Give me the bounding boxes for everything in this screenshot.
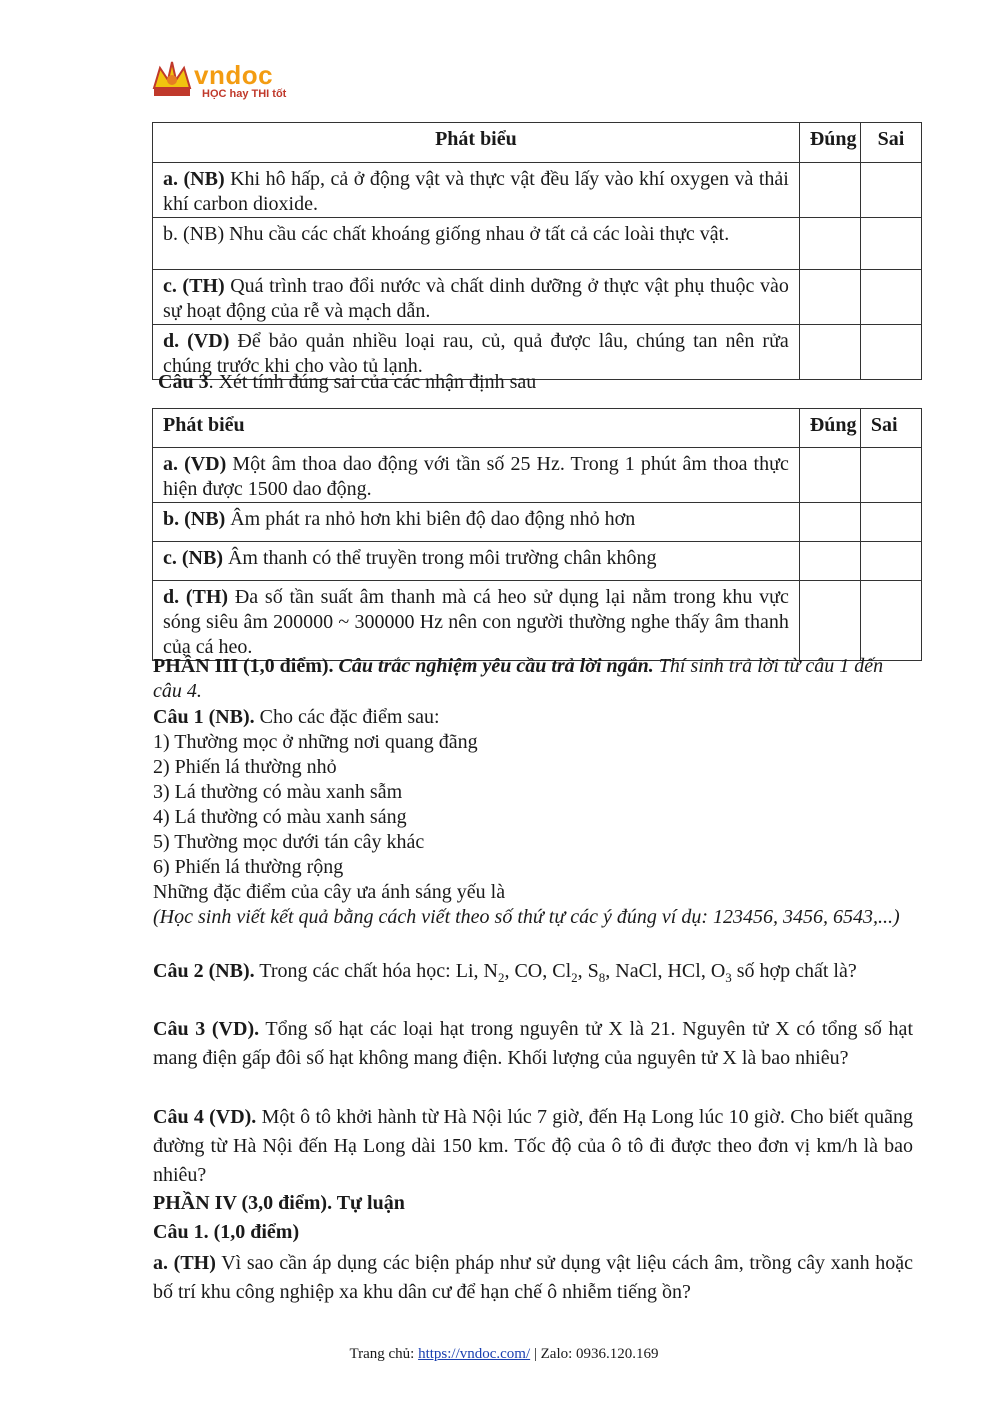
homepage-link[interactable]: https://vndoc.com/ xyxy=(418,1346,531,1362)
question-text: , S xyxy=(577,960,599,982)
part-title: PHẦN III (1,0 điểm). xyxy=(153,655,334,677)
true-answer-cell[interactable] xyxy=(799,270,860,325)
logo-wordmark: vndoc xyxy=(194,60,274,90)
false-answer-cell[interactable] xyxy=(860,581,921,661)
part-4-question-1a xyxy=(153,1249,913,1307)
false-answer-cell[interactable] xyxy=(860,163,921,218)
question-text: Vì sao cần áp dụng các biện pháp như sử dụng vật liệu cách âm, trồng cây xanh hoặc bố trí khu công nghiệp xa khu dân cư để hạn chế ô nhiễm tiếng ồn? xyxy=(153,1252,913,1303)
question-text: Cho các đặc điểm sau: xyxy=(254,706,440,728)
statement-cell xyxy=(153,448,800,503)
table-header-row xyxy=(153,409,922,448)
statement-table-1 xyxy=(152,122,922,380)
question-label: Câu 4 (VD). xyxy=(153,1106,257,1128)
statement-text: Một âm thoa dao động với tần số 25 Hz. Trong 1 phút âm thoa thực hiện được 1500 dao động. xyxy=(163,453,789,500)
question-label: Câu 3 (VD). xyxy=(153,1018,260,1040)
table-row xyxy=(153,503,922,542)
table-row xyxy=(153,270,922,325)
header-false: Sai xyxy=(860,409,921,448)
question-text: Trong các chất hóa học: Li, N xyxy=(254,960,498,982)
list-item: 6) Phiến lá thường rộng xyxy=(153,856,344,878)
answer-note: (Học sinh viết kết quả bằng cách viết theo số thứ tự các ý đúng ví dụ: 123456, 3456, 6543,...) xyxy=(153,906,900,928)
table-row xyxy=(153,448,922,503)
part-subtitle: Câu trắc nghiệm yêu cầu trả lời ngắn. xyxy=(333,655,654,677)
list-item: 4) Lá thường có màu xanh sáng xyxy=(153,806,407,828)
question-text: . Xét tính đúng sai của các nhận định sau xyxy=(208,371,537,393)
statement-tag: c. (NB) xyxy=(163,547,223,569)
page-footer xyxy=(0,1346,1008,1363)
statement-cell xyxy=(153,503,800,542)
statement-text: Đa số tần suất âm thanh mà cá heo sử dụng lại nằm trong khu vực sóng siêu âm 200000 ~ 300000 Hz nên con người thường nghe thấy âm thanh của cá heo. xyxy=(163,586,789,658)
header-true: Đúng xyxy=(799,123,860,163)
statement-table-2 xyxy=(152,408,922,661)
question-label: Câu 2 (NB). xyxy=(153,960,255,982)
false-answer-cell[interactable] xyxy=(860,270,921,325)
true-answer-cell[interactable] xyxy=(799,542,860,581)
false-answer-cell[interactable] xyxy=(860,542,921,581)
logo-tagline: HỌC hay THI tốt xyxy=(202,88,287,100)
statement-tag: d. (VD) xyxy=(163,330,230,352)
table-header-row xyxy=(153,123,922,163)
table-row xyxy=(153,581,922,661)
subscript: 2 xyxy=(497,970,505,985)
statement-cell xyxy=(153,270,800,325)
question-text: Tổng số hạt các loại hạt trong nguyên tử X là 21. Nguyên tử X có tổng số hạt mang điện gấp đôi số hạt không mang điện. Khối lượng của nguyên tử X là bao nhiêu? xyxy=(153,1018,913,1069)
question-label: a. (TH) xyxy=(153,1252,216,1274)
part-instruction: Thí sinh trả lời từ câu 1 đến câu 4. xyxy=(153,655,884,702)
header-false: Sai xyxy=(860,123,921,163)
true-answer-cell[interactable] xyxy=(799,503,860,542)
question-text: , CO, Cl xyxy=(504,960,572,982)
true-answer-cell[interactable] xyxy=(799,163,860,218)
part-4-question-1-title: Câu 1. (1,0 điểm) xyxy=(153,1221,300,1243)
header-statement: Phát biểu xyxy=(153,409,800,448)
false-answer-cell[interactable] xyxy=(860,218,921,270)
statement-cell xyxy=(153,542,800,581)
subscript: 8 xyxy=(598,970,606,985)
question-text: số hợp chất là? xyxy=(731,960,857,982)
statement-tag: a. (NB) xyxy=(163,168,225,190)
true-answer-cell[interactable] xyxy=(799,448,860,503)
table-row xyxy=(153,542,922,581)
part-3-question-3 xyxy=(153,1015,913,1073)
question-text: , NaCl, HCl, O xyxy=(605,960,726,982)
part-3-question-2 xyxy=(153,957,913,986)
list-item: 2) Phiến lá thường nhỏ xyxy=(153,756,337,778)
false-answer-cell[interactable] xyxy=(860,503,921,542)
crown-mascot-icon xyxy=(150,58,194,102)
part-3-question-4 xyxy=(153,1103,913,1190)
subscript: 2 xyxy=(571,970,578,985)
true-answer-cell[interactable] xyxy=(799,581,860,661)
question-label: Câu 1 (NB). xyxy=(153,706,255,728)
list-item: 3) Lá thường có màu xanh sẫm xyxy=(153,781,403,803)
statement-text: Âm phát ra nhỏ hơn khi biên độ dao động nhỏ hơn xyxy=(225,508,636,530)
statement-text: Để bảo quản nhiều loại rau, củ, quả được lâu, chúng tan nên rửa chúng trước khi cho vào tủ lạnh. xyxy=(163,330,789,377)
statement-cell xyxy=(153,218,800,270)
question-label: Câu 3 xyxy=(158,371,209,393)
header-true: Đúng xyxy=(799,409,860,448)
vndoc-logo xyxy=(150,58,300,104)
table-row xyxy=(153,163,922,218)
subscript: 3 xyxy=(725,970,732,985)
question-text: Một ô tô khởi hành từ Hà Nội lúc 7 giờ, đến Hạ Long lúc 10 giờ. Cho biết quãng đường từ Hà Nội đến Hạ Long dài 150 km. Tốc độ của ô tô đi được theo đơn vị km/h là bao nhiêu? xyxy=(153,1106,913,1186)
footer-contact: | Zalo: 0936.120.169 xyxy=(530,1346,659,1362)
statement-tag: b. (NB) xyxy=(163,508,226,530)
statement-text: Âm thanh có thể truyền trong môi trường chân không xyxy=(222,547,657,569)
question-prompt: Những đặc điểm của cây ưa ánh sáng yếu là xyxy=(153,881,506,903)
part-4-title: PHẦN IV (3,0 điểm). Tự luận xyxy=(153,1192,405,1214)
list-item: 5) Thường mọc dưới tán cây khác xyxy=(153,831,425,853)
header-statement: Phát biểu xyxy=(153,123,800,163)
statement-tag: c. (TH) xyxy=(163,275,225,297)
statement-text: Quá trình trao đổi nước và chất dinh dưỡng ở thực vật phụ thuộc vào sự hoạt động của rễ và mạch dẫn. xyxy=(163,275,789,322)
statement-text: b. (NB) Nhu cầu các chất khoáng giống nhau ở tất cả các loài thực vật. xyxy=(163,223,730,245)
part-3-question-1 xyxy=(153,705,913,930)
table-row xyxy=(153,218,922,270)
true-answer-cell[interactable] xyxy=(799,218,860,270)
question-3-heading xyxy=(158,370,918,395)
footer-prefix: Trang chủ: xyxy=(349,1346,419,1362)
statement-text: Khi hô hấp, cả ở động vật và thực vật đều lấy vào khí oxygen và thải khí carbon dioxide. xyxy=(163,168,789,215)
false-answer-cell[interactable] xyxy=(860,448,921,503)
statement-cell xyxy=(153,581,800,661)
statement-tag: d. (TH) xyxy=(163,586,229,608)
part-3-title xyxy=(153,654,908,704)
statement-cell xyxy=(153,163,800,218)
statement-tag: a. (VD) xyxy=(163,453,227,475)
list-item: 1) Thường mọc ở những nơi quang đãng xyxy=(153,731,478,753)
